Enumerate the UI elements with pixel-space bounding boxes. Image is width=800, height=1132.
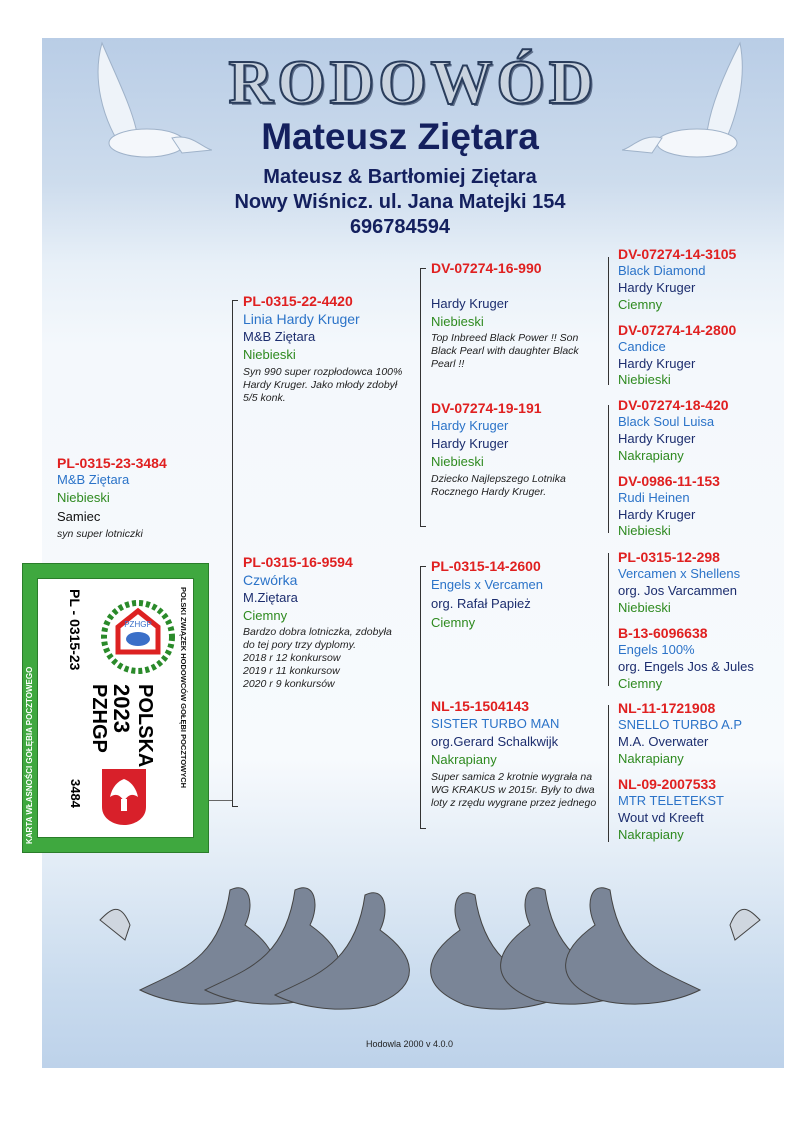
mother-ring: PL-0315-16-9594 xyxy=(243,554,353,570)
mf-breeder: org. Rafał Papież xyxy=(431,596,531,611)
gg-breeder: Wout vd Kreeft xyxy=(618,810,704,825)
fm-note: Dziecko Najlepszego Lotnika Rocznego Hardy Kruger. xyxy=(431,473,566,498)
gg-breeder: M.A. Overwater xyxy=(618,734,709,749)
ff-note: Top Inbreed Black Power !! Son Black Pearl with daughter Black Pearl !! xyxy=(431,332,579,370)
gg-name: Engels 100% xyxy=(618,642,695,657)
gg-color: Niebieski xyxy=(618,523,671,538)
mm-breeder: org.Gerard Schalkwijk xyxy=(431,734,559,749)
gg-breeder: Hardy Kruger xyxy=(618,507,696,522)
gg-name: Black Soul Luisa xyxy=(618,414,715,429)
ff-name: Hardy Kruger xyxy=(431,296,509,311)
mm-ring: NL-15-1504143 xyxy=(431,698,530,714)
fm-breeder: Hardy Kruger xyxy=(431,436,509,451)
gg-color: Niebieski xyxy=(618,600,671,615)
card-org: PZHGP xyxy=(88,684,110,753)
gg-name: MTR TELETEKST xyxy=(618,793,724,808)
pzhgp-logo-icon xyxy=(98,597,178,677)
gg-name: SNELLO TURBO A.P xyxy=(618,717,743,732)
pigeons-illustration xyxy=(80,870,780,1040)
ff-ring: DV-07274-16-990 xyxy=(431,260,542,276)
bracket-main xyxy=(232,300,233,806)
mf-color: Ciemny xyxy=(431,615,476,630)
bracket-father xyxy=(420,268,421,526)
mother-breeder: M.Ziętara xyxy=(243,590,298,605)
ownership-card xyxy=(22,563,209,853)
software-footer: Hodowla 2000 v 4.0.0 xyxy=(366,1039,454,1049)
gg-ring: DV-0986-11-153 xyxy=(618,473,720,489)
subject-breeder: M&B Ziętara xyxy=(57,472,130,487)
father-breeder: M&B Ziętara xyxy=(243,329,316,344)
fm-color: Niebieski xyxy=(431,454,484,469)
gg-name: Candice xyxy=(618,339,666,354)
father-ring: PL-0315-22-4420 xyxy=(243,293,353,309)
gg-ring: NL-11-1721908 xyxy=(618,700,716,716)
subject-ring: PL-0315-23-3484 xyxy=(57,455,167,471)
gg-breeder: Hardy Kruger xyxy=(618,356,696,371)
ownership-card-inner xyxy=(37,578,194,838)
gg-ring: PL-0315-12-298 xyxy=(618,549,720,565)
gg-color: Nakrapiany xyxy=(618,827,684,842)
gg-ring: DV-07274-14-3105 xyxy=(618,246,737,262)
ff-color: Niebieski xyxy=(431,314,484,329)
fm-name: Hardy Kruger xyxy=(431,418,509,433)
gg-color: Ciemny xyxy=(618,676,663,691)
mf-ring: PL-0315-14-2600 xyxy=(431,558,541,574)
mm-color: Nakrapiany xyxy=(431,752,497,767)
gg-color: Ciemny xyxy=(618,297,663,312)
subject-sex: Samiec xyxy=(57,509,101,524)
mm-name: SISTER TURBO MAN xyxy=(431,716,560,731)
card-country: POLSKA xyxy=(134,684,156,768)
subject-color: Niebieski xyxy=(57,490,110,505)
gg-breeder: Hardy Kruger xyxy=(618,431,696,446)
phone-line: 696784594 xyxy=(349,216,451,238)
card-issuer: POLSKI ZWIĄZEK HODOWCÓW GOŁĘBI POCZTOWYCH xyxy=(179,587,188,789)
address-line: Nowy Wiśnicz. ul. Jana Matejki 154 xyxy=(234,191,566,213)
subject-note: syn super lotniczki xyxy=(57,528,143,540)
gg-name: Vercamen x Shellens xyxy=(618,566,741,581)
logo-text: PZHGP xyxy=(124,620,152,629)
gg-ring: DV-07274-14-2800 xyxy=(618,322,737,338)
polish-eagle-icon xyxy=(100,767,148,827)
mother-note: Bardzo dobra lotniczka, zdobyła do tej pory trzy dyplomy. 2018 r 12 konkursow 2019 r 11 konkursow 2020 r 9 konkursów xyxy=(243,626,392,690)
father-line: Linia Hardy Kruger xyxy=(243,311,360,327)
gg-color: Niebieski xyxy=(618,372,671,387)
gg-ring: B-13-6096638 xyxy=(618,625,708,641)
owners-line: Mateusz & Bartłomiej Ziętara xyxy=(263,166,537,188)
mm-note: Super samica 2 krotnie wygrała na WG KRAKUS w 2015r. Były to dwa loty z rzędu wygrane przez jednego xyxy=(431,771,597,809)
card-year: 2023 xyxy=(109,684,134,733)
card-title: KARTA WŁASNOŚCI GOŁĘBIA POCZTOWEGO xyxy=(25,666,34,844)
gg-name: Rudi Heinen xyxy=(618,490,690,505)
gg-ring: DV-07274-18-420 xyxy=(618,397,729,413)
father-color: Niebieski xyxy=(243,347,296,362)
breeder-name: Mateusz Ziętara xyxy=(261,116,539,157)
gg-breeder: org. Jos Varcammen xyxy=(618,583,737,598)
card-number: 3484 xyxy=(68,779,83,808)
gg-name: Black Diamond xyxy=(618,263,706,278)
mf-name: Engels x Vercamen xyxy=(431,577,544,592)
pigeon-icon xyxy=(100,888,760,1009)
gg-color: Nakrapiany xyxy=(618,448,684,463)
mother-name: Czwórka xyxy=(243,572,298,588)
gg-ring: NL-09-2007533 xyxy=(618,776,717,792)
bracket-mother xyxy=(420,566,421,828)
gg-breeder: Hardy Kruger xyxy=(618,280,696,295)
father-note: Syn 990 super rozpłodowca 100% Hardy Kruger. Jako młody zdobył 5/5 konk. xyxy=(243,366,403,404)
gg-color: Nakrapiany xyxy=(618,751,684,766)
card-ring: PL - 0315-23 xyxy=(67,589,83,671)
fm-ring: DV-07274-19-191 xyxy=(431,400,542,416)
gg-breeder: org. Engels Jos & Jules xyxy=(618,659,754,674)
page-title: RODOWÓD xyxy=(228,49,598,117)
mother-color: Ciemny xyxy=(243,608,288,623)
